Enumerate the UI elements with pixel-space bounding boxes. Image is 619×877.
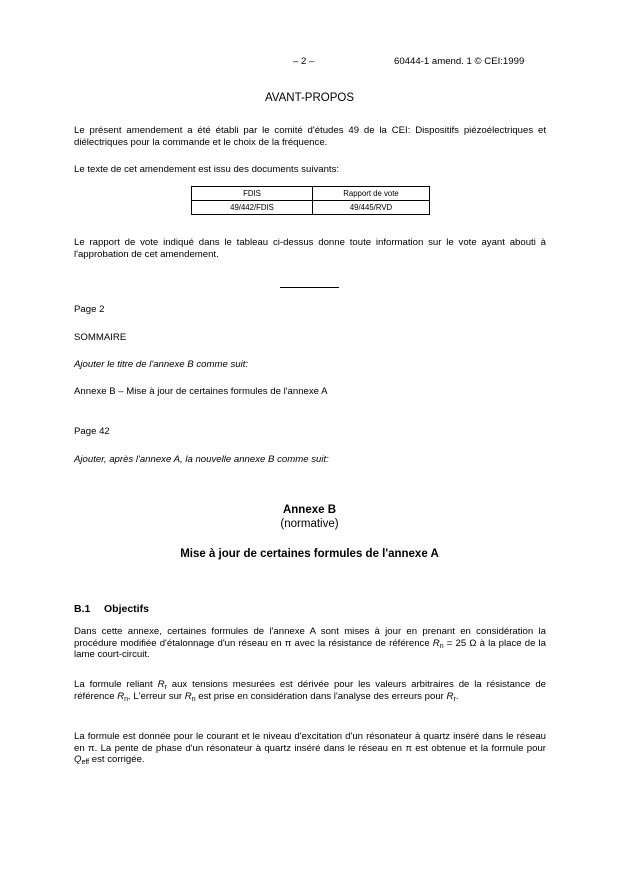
foreword-paragraph-3: Le rapport de vote indiqué dans le tableau ci-dessus donne toute information sur le vote ayant abouti à l'approbation de cet amendement.: [74, 237, 546, 260]
foreword-title: AVANT-PROPOS: [264, 92, 355, 104]
section-title: Objectifs: [104, 603, 149, 615]
annex-toc-entry: Annexe B – Mise à jour de certaines formules de l'annexe A: [74, 386, 328, 397]
page-2-label: Page 2: [74, 304, 105, 315]
voting-documents-table: [191, 186, 430, 215]
table-row: [192, 201, 430, 215]
instruction-add-annex-title: Ajouter le titre de l'annexe B comme suit:: [74, 359, 249, 370]
table-header-cell: Rapport de vote: [313, 187, 430, 201]
foreword-paragraph-1: Le présent amendement a été établi par le comité d'études 49 de la CEI: Dispositifs piézoélectriques et diélectriques pour la commande et le choix de la fréquence.: [74, 125, 546, 148]
sommaire-heading: SOMMAIRE: [74, 332, 127, 343]
annex-title: Annexe B: [282, 504, 337, 516]
table-cell: 49/445/RVD: [313, 201, 430, 215]
document-reference: 60444-1 amend. 1 © CEI:1999: [394, 56, 525, 67]
table-header-row: [192, 187, 430, 201]
page-42-label: Page 42: [74, 426, 110, 437]
section-number: B.1: [74, 603, 91, 615]
section-paragraph-2: La formule reliant $R_r$ aux tensions mesurées est dérivée pour les valeurs arbitraires de la résistance de référence $R_n$. L'erreur sur $R_n$ est prise en considération dans l'analyse des erreurs pour $R_r$.: [74, 679, 546, 703]
annex-subtitle: Mise à jour de certaines formules de l'annexe A: [180, 548, 439, 560]
annex-normative-label: (normative): [280, 518, 339, 530]
section-heading: [74, 603, 149, 616]
table-cell: 49/442/FDIS: [192, 201, 313, 215]
separator-line: [280, 287, 339, 288]
table-header-cell: FDIS: [192, 187, 313, 201]
instruction-add-annex: Ajouter, après l'annexe A, la nouvelle annexe B comme suit:: [74, 454, 329, 465]
section-paragraph-3: La formule est donnée pour le courant et le niveau d'excitation d'un résonateur à quartz inséré dans le réseau en π. La pente de phase d'un résonateur à quartz inséré dans le réseau en π est obtenue et la formule pour $Q_{eff}$ est corrigée.: [74, 731, 546, 766]
section-paragraph-1: Dans cette annexe, certaines formules de l'annexe A sont mises à jour en prenant en considération la procédure modifiée d'étalonnage d'un réseau en π avec la résistance de référence $R_n = 25$ Ω à la place de la lame court-circuit.: [74, 626, 546, 660]
foreword-paragraph-2: Le texte de cet amendement est issu des documents suivants:: [74, 164, 340, 175]
page-number: – 2 –: [293, 56, 315, 67]
